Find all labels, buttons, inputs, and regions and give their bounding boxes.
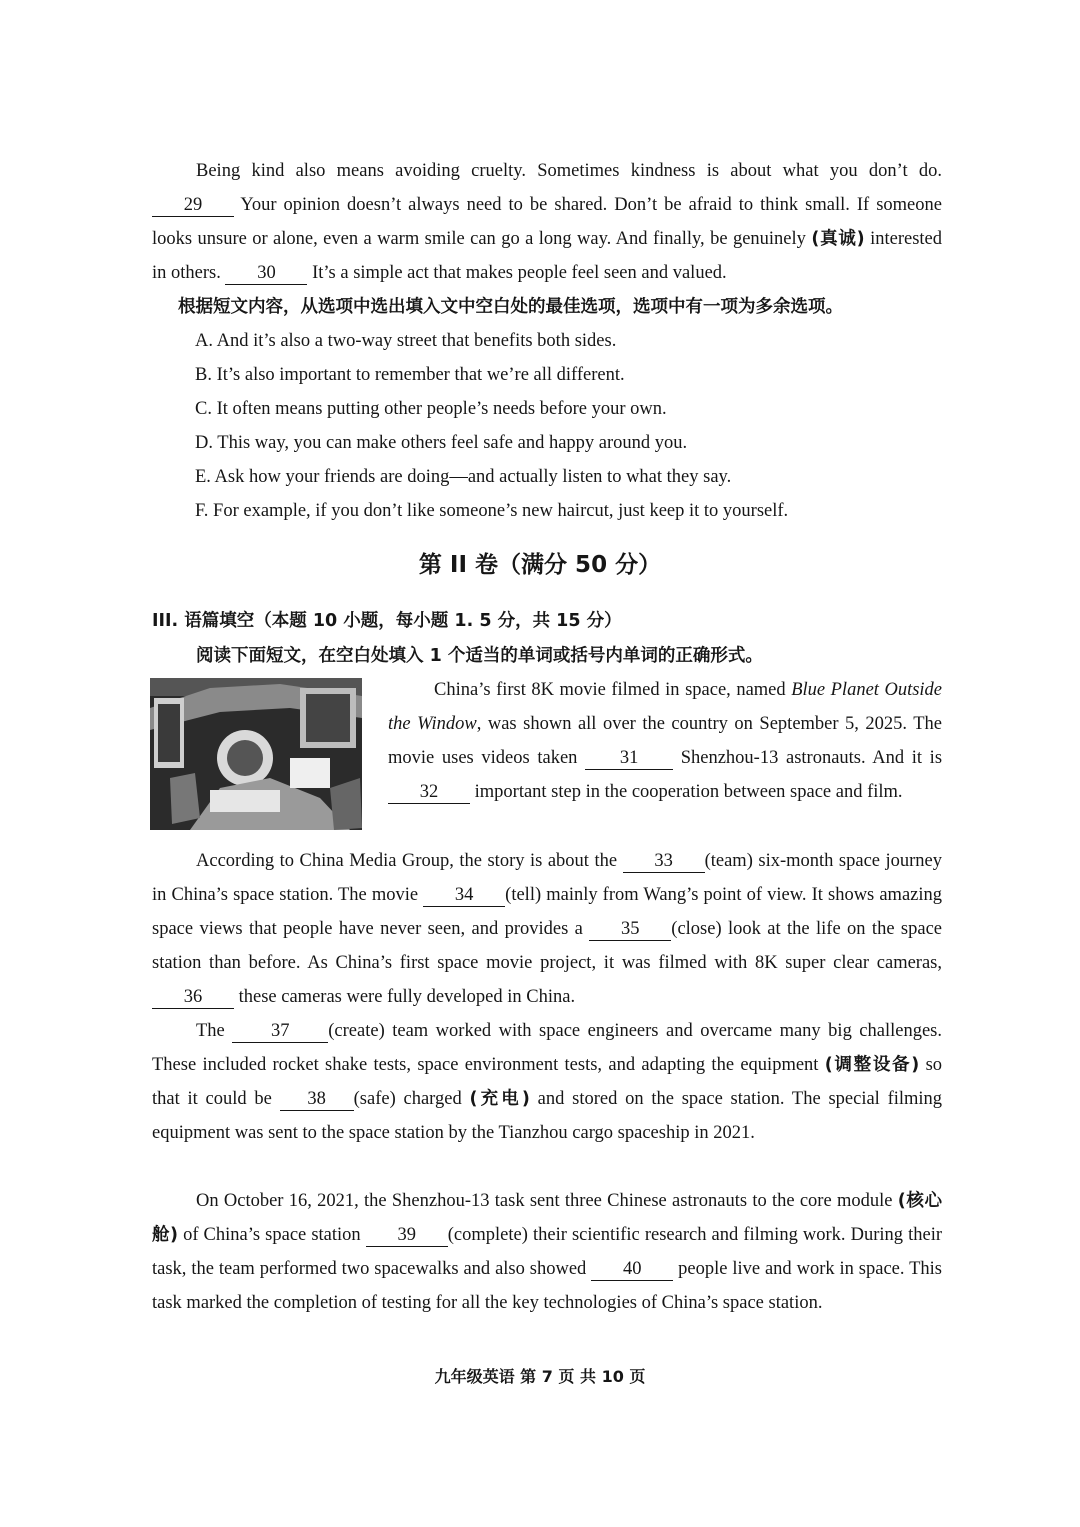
text-run: , was shown all over the country on September 5, 2025. The movie uses videos taken	[388, 714, 942, 768]
text-run: charged	[403, 1089, 462, 1109]
text-run: and stored on the space station. The special filming equipment was sent to the space station by the Tianzhou cargo spaceship in 2021.	[152, 1089, 943, 1143]
text-run: According to China Media Group, the story is about the	[196, 851, 618, 871]
text-run: their scientific research and filming work. During their task, the team performed two spacewalks and also showed	[152, 1225, 943, 1279]
chinese-gloss: (充电)	[469, 1089, 530, 1109]
blank-31[interactable]: 31	[585, 747, 673, 770]
text-run: mainly from Wang’s point of view. It shows amazing space views that people have never seen, and provides a	[152, 885, 943, 939]
blank-36[interactable]: 36	[152, 986, 234, 1009]
cloze-instruction: 阅读下面短文，在空白处填入 1 个适当的单词或括号内单词的正确形式。	[196, 646, 763, 666]
chinese-gloss: (调整设备)	[824, 1055, 920, 1075]
word-hint: (create)	[328, 1021, 385, 1041]
text-run: Being kind also means avoiding cruelty. Sometimes kindness is about what you don’t do.	[196, 161, 942, 181]
blank-29[interactable]: 29	[152, 194, 234, 217]
text-run: On October 16, 2021, the Shenzhou-13 task sent three Chinese astronauts to the core module	[196, 1191, 893, 1211]
text-run: people live and work in space. This task marked the completion of testing for all the key technologies of China’s space station.	[152, 1259, 942, 1313]
option-d[interactable]: D. This way, you can make others feel safe and happy around you.	[195, 433, 688, 453]
blank-37[interactable]: 37	[232, 1020, 328, 1043]
text-run: so that it could be	[152, 1055, 943, 1109]
options-list	[195, 324, 788, 528]
paragraph-shenzhou-task	[152, 1184, 942, 1320]
paragraph-blue-planet-intro	[388, 673, 942, 809]
text-run: six-month space journey in China’s space station. The movie	[152, 851, 943, 905]
section-heading: III. 语篇填空（本题 10 小题，每小题 1. 5 分，共 15 分）	[152, 611, 622, 631]
blank-39[interactable]: 39	[366, 1224, 448, 1247]
option-b[interactable]: B. It’s also important to remember that we’re all different.	[195, 365, 625, 385]
word-hint: (tell)	[505, 885, 542, 905]
option-e[interactable]: E. Ask how your friends are doing—and actually listen to what they say.	[195, 467, 732, 487]
text-run: these cameras were fully developed in China.	[238, 987, 576, 1007]
word-hint: (safe)	[353, 1089, 396, 1109]
text-run: of China’s space station	[183, 1225, 361, 1245]
section-title: 第 II 卷（满分 50 分）	[418, 552, 662, 578]
word-hint: (complete)	[447, 1225, 528, 1245]
blank-32[interactable]: 32	[388, 781, 470, 804]
blank-35[interactable]: 35	[589, 918, 671, 941]
options-instruction: 根据短文内容，从选项中选出填入文中空白处的最佳选项，选项中有一项为多余选项。	[178, 297, 843, 317]
page-footer: 九年级英语 第 7 页 共 10 页	[434, 1367, 646, 1386]
blank-34[interactable]: 34	[423, 884, 505, 907]
blank-33[interactable]: 33	[623, 850, 705, 873]
text-run: interested in others.	[152, 229, 943, 283]
word-hint: (close)	[671, 919, 722, 939]
paragraph-story	[152, 844, 942, 1014]
word-hint: (team)	[704, 851, 753, 871]
option-f[interactable]: F. For example, if you don’t like someone’s new haircut, just keep it to yourself.	[195, 501, 789, 521]
paragraph-team	[152, 1014, 942, 1150]
text-run: team worked with space engineers and overcame many big challenges. These included rocket shake tests, space environment tests, and adapting the equipment	[152, 1021, 943, 1075]
option-c[interactable]: C. It often means putting other people’s needs before your own.	[195, 399, 667, 419]
chinese-gloss: (真诚)	[811, 229, 865, 249]
movie-title: Blue Planet Outside the Window	[388, 680, 943, 734]
text-run: look at the life on the space station than before. As China’s first space movie project, it was filmed with 8K super clear cameras,	[152, 919, 942, 973]
option-a[interactable]: A. And it’s also a two-way street that benefits both sides.	[195, 331, 617, 351]
text-run: Shenzhou-13 astronauts. And it is	[680, 748, 943, 768]
text-run: The	[196, 1021, 225, 1041]
blank-40[interactable]: 40	[591, 1258, 673, 1281]
chinese-gloss: (核心舱)	[152, 1191, 943, 1245]
passage-paragraph-kindness	[152, 154, 942, 290]
text-run: Your opinion doesn’t always need to be shared. Don’t be afraid to think small. If someone looks unsure or alone, even a warm smile can go a long way. And finally, be genuinely	[152, 195, 942, 249]
text-run: It’s a simple act that makes people feel seen and valued.	[312, 263, 727, 283]
text-run: important step in the cooperation between space and film.	[474, 782, 903, 802]
blank-38[interactable]: 38	[280, 1088, 354, 1111]
text-run: China’s first 8K movie filmed in space, named	[434, 680, 786, 700]
space-station-photo	[150, 678, 362, 830]
blank-30[interactable]: 30	[225, 262, 307, 285]
